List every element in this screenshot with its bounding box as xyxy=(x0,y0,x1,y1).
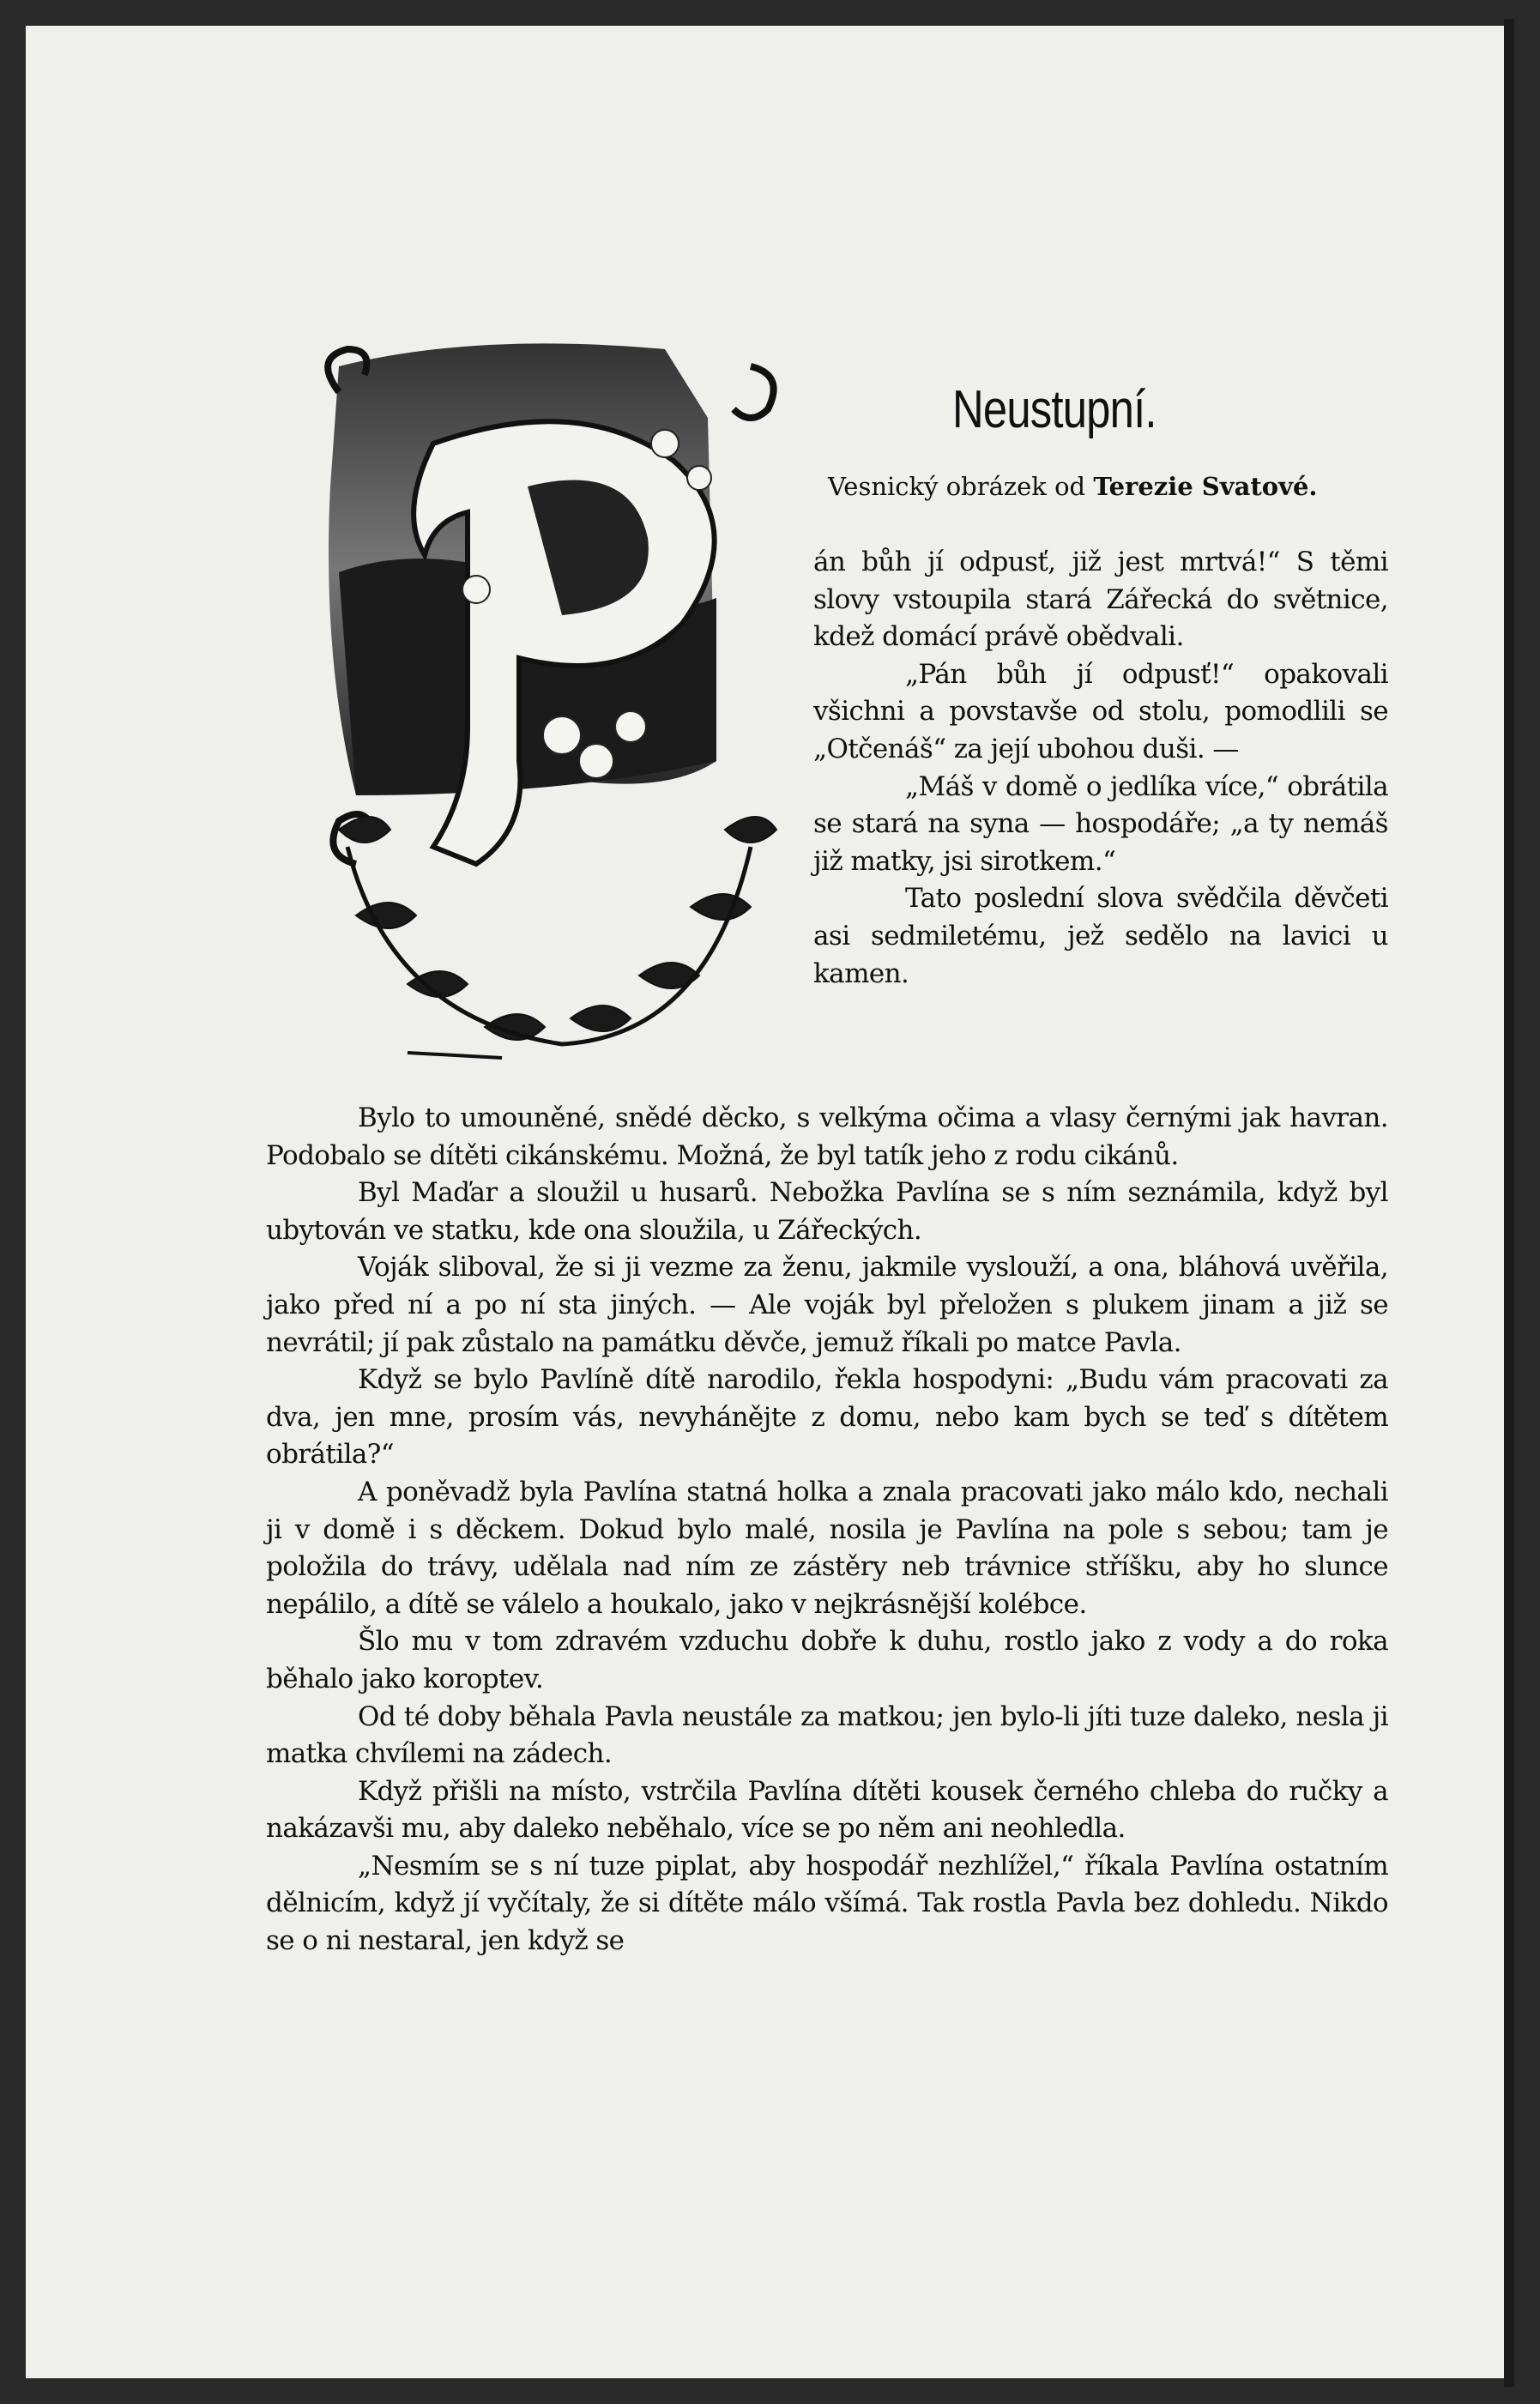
bottom-edge-shadow xyxy=(26,2378,1504,2387)
article-title: Neustupní. xyxy=(952,380,1157,439)
paragraph: Od té doby běhala Pavla neustále za matkou; jen bylo-li jíti tuze daleko, nesla ji matka chvílemi na zádech. xyxy=(266,1700,1388,1770)
ornamental-initial-p-icon xyxy=(305,315,828,1087)
paragraph: Šlo mu v tom zdravém vzduchu dobře k duhu, rostlo jako z vody a do roka běhalo jako koroptev. xyxy=(266,1626,1388,1694)
narrow-column xyxy=(813,544,1388,993)
paragraph: „Pán bůh jí odpusť!“ opakovali všichni a povstavše od stolu, pomodlili se „Otčenáš“ za její ubohou duši. — xyxy=(813,658,1388,764)
paragraph: A poněvadž byla Pavlína statná holka a znala pracovati jako málo kdo, nechali ji v domě i s děckem. Dokud bylo malé, nosila je Pavlína na pole s sebou; tam je položila do trávy, udělala nad ním ze zástěry neb trávnice stříšku, aby ho slunce nepálilo, a dítě se válelo a houkalo, jako v nejkrásnější kolébce. xyxy=(266,1476,1388,1620)
byline xyxy=(828,472,1377,501)
paragraph: Když se bylo Pavlíně dítě narodilo, řekla hospodyni: „Budu vám pracovati za dva, jen mne, prosím vás, nevyhánějte z domu, nebo kam bych se teď s dítětem obrátila?“ xyxy=(266,1364,1388,1471)
paragraph: „Nesmím se s ní tuze piplat, aby hospodář nezhlížel,“ říkala Pavlína ostatním dělnicím, když jí vyčítaly, že si dítěte málo všímá. Tak rostla Pavla bez dohledu. Nikdo se o ni nestaral, jen když se xyxy=(266,1850,1388,1957)
book-page xyxy=(26,19,1514,2387)
paragraph: Tato poslední slova svědčila děvčeti asi sedmiletému, jež sedělo na lavici u kamen. xyxy=(813,883,1388,989)
full-column xyxy=(266,1100,1388,1960)
paragraph: án bůh jí odpusť, již jest mrtvá!“ S těmi slovy vstoupila stará Zářecká do světnice, kdež domácí právě obědvali. xyxy=(813,547,1388,653)
paragraph: Byl Maďar a sloužil u husarů. Nebožka Pavlína se s ním seznámila, když byl ubytován ve statku, kde ona sloužila, u Zářeckých. xyxy=(266,1177,1388,1246)
paragraph: „Máš v domě o jedlíka více,“ obrátila se stará na syna — hospodáře; „a ty nemáš již matky, jsi sirotkem.“ xyxy=(813,770,1388,877)
byline-author: Terezie Svatové. xyxy=(1093,472,1318,501)
byline-prefix: Vesnický obrázek od xyxy=(828,472,1086,501)
paragraph: Bylo to umouněné, snědé děcko, s velkýma očima a vlasy černými jak havran. Podobalo se dítěti cikánskému. Možná, že byl tatík jeho z rodu cikánů. xyxy=(266,1102,1388,1171)
paragraph: Když přišli na místo, vstrčila Pavlína dítěti kousek černého chleba do ručky a nakázavši mu, aby daleko neběhalo, více se po něm ani neohledla. xyxy=(266,1775,1388,1845)
top-edge-shadow xyxy=(26,19,1504,26)
paragraph: Voják sliboval, že si ji vezme za ženu, jakmile vyslouží, a ona, bláhová uvěřila, jako před ní a po ní sta jiných. — Ale voják byl přeložen s plukem jinam a již se nevrátil; jí pak zůstalo na památku děvče, jemuž říkali po matce Pavla. xyxy=(266,1252,1388,1358)
